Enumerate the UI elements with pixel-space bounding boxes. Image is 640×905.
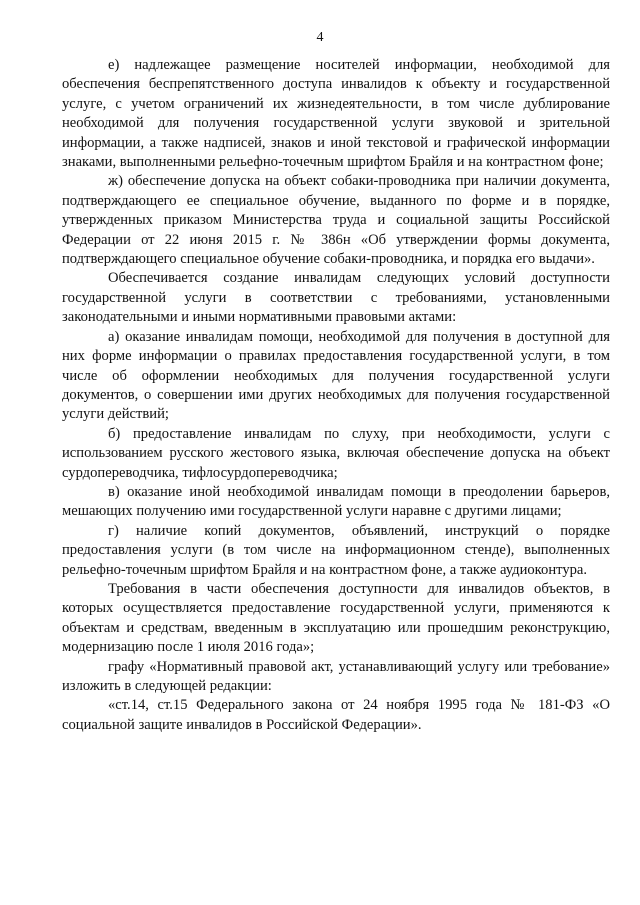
paragraph-zh-guide-dog-access: ж) обеспечение допуска на объект собаки-проводника при наличии документа, подтверждающего ее специальное обучение, выданного по форме и в порядке, утвержденных приказом Министерства труда и социальной защиты Российской Федерации от 22 июня 2015 г. № 386н «Об утверждении формы документа, подтверждающего специальное обучение собаки-проводника, и порядка его выдачи».	[62, 173, 610, 268]
paragraph-b-sign-language: б) предоставление инвалидам по слуху, при необходимости, услуги с использованием русского жестового языка, включая обеспечение допуска на объект сурдопереводчика, тифлосурдопереводчика;	[62, 425, 610, 481]
page-number: 4	[316, 30, 324, 45]
paragraph-e-information-carriers: е) надлежащее размещение носителей информации, необходимой для обеспечения беспрепятственного доступа инвалидов к объекту и государственной услуге, с учетом ограничений их жизнедеятельности, в том числе дублирование необходимой для получения государственной услуги звуковой и зрительной информации, а также надписей, знаков и иной текстовой и графической информации знаками, выполненными рельефно-точечным шрифтом Брайля и на контрастном фоне;	[62, 57, 610, 171]
document-body	[62, 56, 610, 735]
paragraph-accessibility-requirements: Требования в части обеспечения доступности для инвалидов объектов, в которых осуществляется предоставление государственной услуги, применяются к объектам и средствам, введенным в эксплуатацию или прошедшим реконструкцию, модернизацию после 1 июля 2016 года»;	[62, 580, 610, 656]
paragraph-column-heading: графу «Нормативный правовой акт, устанавливающий услугу или требование» изложить в следующей редакции:	[62, 658, 610, 694]
paragraph-v-barrier-help: в) оказание иной необходимой инвалидам помощи в преодолении барьеров, мешающих получению ими государственной услуги наравне с другими лицами;	[62, 483, 610, 520]
paragraph-accessibility-conditions: Обеспечивается создание инвалидам следующих условий доступности государственной услуги в соответствии с требованиями, установленными законодательными и иными нормативными правовыми актами:	[62, 270, 610, 326]
paragraph-a-assistance: а) оказание инвалидам помощи, необходимой для получения в доступной для них форме информации о правилах предоставления государственной услуги, в том числе об оформлении необходимых для получения государственной услуги документов, о совершении ими других необходимых для получения государственной услуги действий;	[62, 328, 610, 423]
paragraph-law-reference: «ст.14, ст.15 Федерального закона от 24 ноября 1995 года № 181-ФЗ «О социальной защите инвалидов в Российской Федерации».	[62, 697, 610, 733]
paragraph-g-braille-copies: г) наличие копий документов, объявлений, инструкций о порядке предоставления услуги (в том числе на информационном стенде), выполненных рельефно-точечным шрифтом Брайля и на контрастном фоне, а также аудиоконтура.	[62, 522, 610, 578]
